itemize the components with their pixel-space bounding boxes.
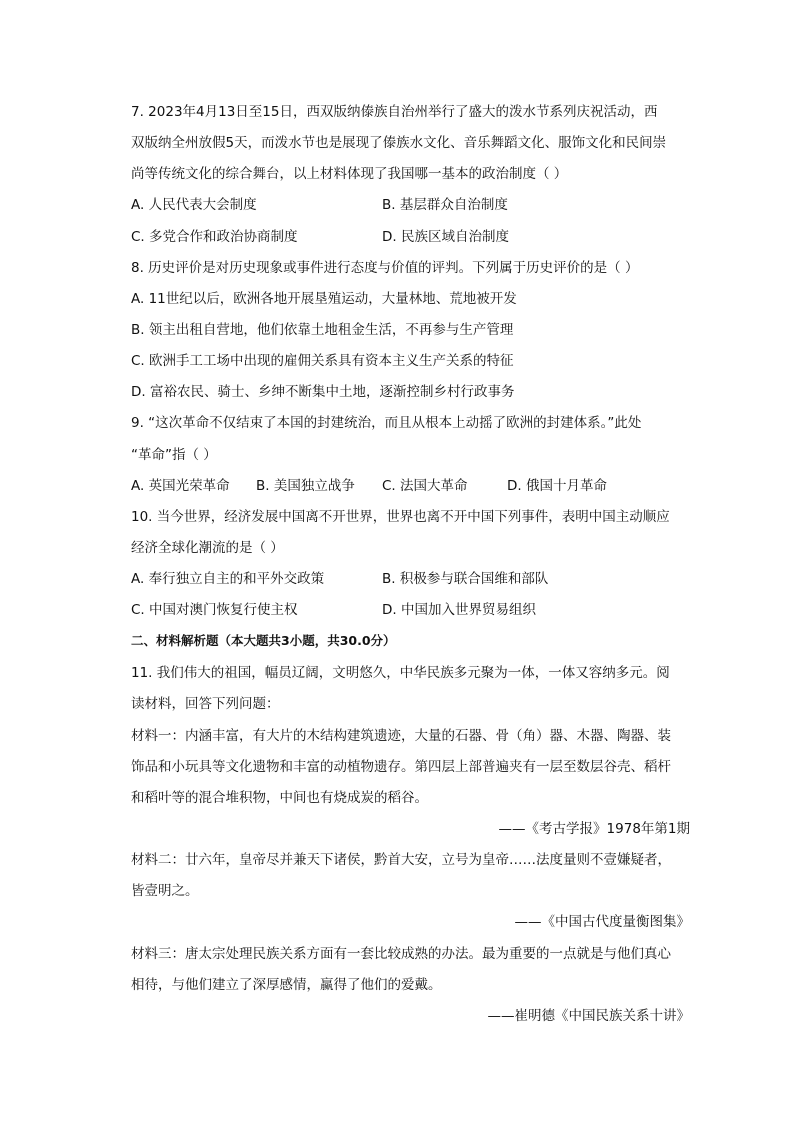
material-2-line-2: 皆壹明之。: [131, 883, 199, 899]
q7-option-a: A. 人民代表大会制度: [131, 197, 257, 213]
q7-option-b: B. 基层群众自治制度: [382, 197, 508, 213]
q9-option-c: C. 法国大革命: [382, 478, 468, 494]
q7-option-c: C. 多党合作和政治协商制度: [131, 229, 298, 245]
q8-option-c: C. 欧洲手工工场中出现的雇佣关系具有资本主义生产关系的特征: [131, 353, 514, 369]
q10-option-b: B. 积极参与联合国维和部队: [382, 571, 549, 587]
material-1-line-2: 饰品和小玩具等文化遗物和丰富的动植物遗存。第四层上部普遍夹有一层至数层谷壳、稻杆: [131, 759, 671, 775]
material-3-line-1: 材料三：唐太宗处理民族关系方面有一套比较成熟的办法。最为重要的一点就是与他们真心: [131, 946, 671, 962]
q9-line-2: “革命”指（ ）: [131, 447, 217, 463]
q7-line-3: 尚等传统文化的综合舞台，以上材料体现了我国哪一基本的政治制度（ ）: [131, 166, 568, 182]
material-1-line-1: 材料一：内涵丰富，有大片的木结构建筑遗迹，大量的石器、骨（角）器、木器、陶器、装: [131, 728, 671, 744]
q10-line-1: 10. 当今世界，经济发展中国离不开世界，世界也离不开中国下列事件，表明中国主动顺应: [131, 509, 670, 525]
q10-line-2: 经济全球化潮流的是（ ）: [131, 540, 284, 556]
q8-option-b: B. 领主出租自营地，他们依靠土地租金生活，不再参与生产管理: [131, 322, 514, 338]
q8-option-a: A. 11世纪以后，欧洲各地开展垦殖运动，大量林地、荒地被开发: [131, 291, 517, 307]
q9-line-1: 9. “这次革命不仅结束了本国的封建统治，而且从根本上动摇了欧洲的封建体系。”此处: [131, 415, 642, 431]
q9-option-b: B. 美国独立战争: [256, 478, 355, 494]
q9-option-d: D. 俄国十月革命: [507, 478, 607, 494]
q9-option-a: A. 英国光荣革命: [131, 478, 230, 494]
material-1-source: ——《考古学报》1978年第1期: [498, 821, 690, 837]
q7-line-2: 双版纳全州放假5天，而泼水节也是展现了傣族水文化、音乐舞蹈文化、服饰文化和民间崇: [131, 135, 667, 151]
material-3-source: ——崔明德《中国民族关系十讲》: [487, 1008, 690, 1024]
material-1-line-3: 和稻叶等的混合堆积物，中间也有烧成炭的稻谷。: [131, 790, 428, 806]
q10-option-c: C. 中国对澳门恢复行使主权: [131, 602, 298, 618]
section-2-heading: 二、材料解析题（本大题共3小题，共30.0分）: [131, 633, 396, 648]
q11-line-2: 读材料，回答下列问题：: [131, 696, 280, 712]
q7-line-1: 7. 2023年4月13日至15日，西双版纳傣族自治州举行了盛大的泼水节系列庆祝活动，西: [131, 104, 658, 120]
q10-option-d: D. 中国加入世界贸易组织: [382, 602, 536, 618]
q8-option-d: D. 富裕农民、骑士、乡绅不断集中土地，逐渐控制乡村行政事务: [131, 384, 515, 400]
q7-option-d: D. 民族区域自治制度: [382, 229, 509, 245]
material-3-line-2: 相待，与他们建立了深厚感情，赢得了他们的爱戴。: [131, 977, 442, 993]
material-2-source: ——《中国古代度量衡图集》: [514, 914, 690, 930]
q11-line-1: 11. 我们伟大的祖国，幅员辽阔，文明悠久，中华民族多元聚为一体，一体又容纳多元。阅: [131, 665, 670, 681]
q10-option-a: A. 奉行独立自主的和平外交政策: [131, 571, 325, 587]
q8-line-1: 8. 历史评价是对历史现象或事件进行态度与价值的评判。下列属于历史评价的是（ ）: [131, 260, 639, 276]
material-2-line-1: 材料二：廿六年，皇帝尽并兼天下诸侯，黔首大安，立号为皇帝……法度量则不壹嫌疑者，: [131, 852, 671, 868]
